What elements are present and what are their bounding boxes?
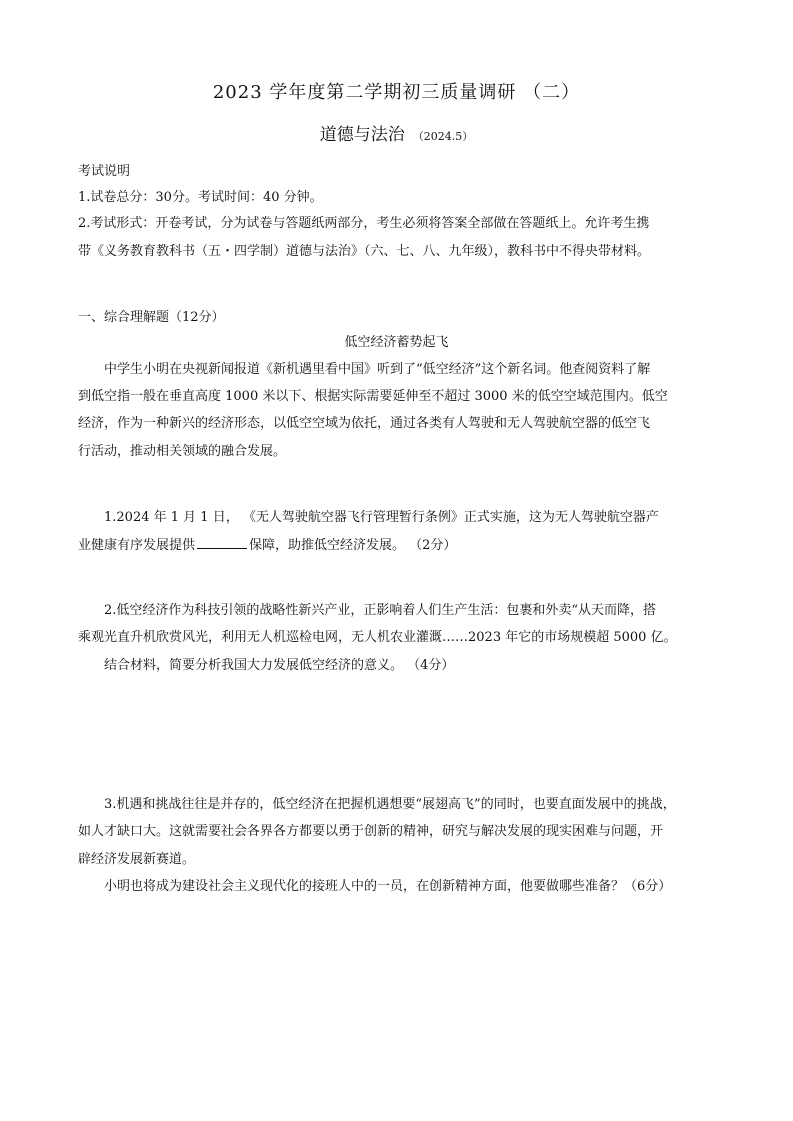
- material-line-3: 经济，作为一种新兴的经济形态，以低空空域为依托，通过各类有人驾驶和无人驾驶航空器的低空飞: [78, 416, 651, 431]
- instructions-heading: 考试说明: [78, 164, 131, 179]
- question-3-line-2: 如人才缺口大。这就需要社会各界各方都要以勇于创新的精神，研究与解决发展的现实困难与问题，开: [78, 824, 664, 839]
- subject-name: 道德与法治: [319, 125, 405, 145]
- instruction-item-2-line-2: 带《义务教育教科书（五・四学制）道德与法治》（六、七、八、九年级），教科书中不得央带材料。: [78, 244, 651, 259]
- question-3-line-1: 3.机遇和挑战往往是并存的，低空经济在把握机遇想要“展翅高飞”的同时，也要直面发展中的挑战，: [104, 797, 676, 812]
- question-2-prompt: 结合材料，简要分析我国大力发展低空经济的意义。 （4分）: [104, 658, 455, 673]
- instruction-item-1: 1.试卷总分：30分。考试时间：40 分钟。: [78, 190, 323, 205]
- question-1-text-a: 业健康有序发展提供: [78, 538, 196, 553]
- section-heading: 一、综合理解题（12分）: [78, 310, 225, 325]
- material-line-1: 中学生小明在央视新闻报道《新机遇里看中国》听到了“低空经济”这个新名词。他查阅资料了解: [104, 362, 651, 377]
- material-title: 低空经济蓄势起飞: [344, 335, 449, 350]
- material-line-4: 行活动，推动相关领域的融合发展。: [78, 444, 287, 459]
- question-1-line-2: [78, 534, 456, 553]
- answer-blank: [197, 536, 247, 549]
- question-2-line-1: 2.低空经济作为科技引领的战略性新兴产业，正影响着人们生产生活：包裹和外卖“从天而降，搭: [104, 603, 657, 618]
- question-1-line-1: 1.2024 年 1 月 1 日， 《无人驾驶航空器飞行管理暂行条例》正式实施，这为无人驾驶航空器产: [104, 510, 659, 525]
- page-title: 2023 学年度第二学期初三质量调研 （二）: [212, 82, 581, 103]
- question-2-line-2: 乘观光直升机欣赏风光，利用无人机巡检电网，无人机农业灌溉……2023 年它的市场规模超 5000 亿。: [78, 630, 677, 645]
- question-3-line-3: 辟经济发展新赛道。: [78, 852, 196, 867]
- subject-title: [0, 120, 793, 145]
- material-line-2: 到低空指一般在垂直高度 1000 米以下、根据实际需要延伸至不超过 3000 米的低空空域范围内。低空: [78, 389, 668, 404]
- question-1-text-b: 保障，助推低空经济发展。 （2分）: [249, 538, 457, 553]
- instruction-item-2-line-1: 2.考试形式：开卷考试，分为试卷与答题纸两部分，考生必须将答案全部做在答题纸上。允许考生携: [78, 216, 650, 231]
- exam-date: （2024.5）: [412, 130, 474, 143]
- question-3-prompt: 小明也将成为建设社会主义现代化的接班人中的一员，在创新精神方面，他要做哪些准备？（6分）: [104, 879, 672, 894]
